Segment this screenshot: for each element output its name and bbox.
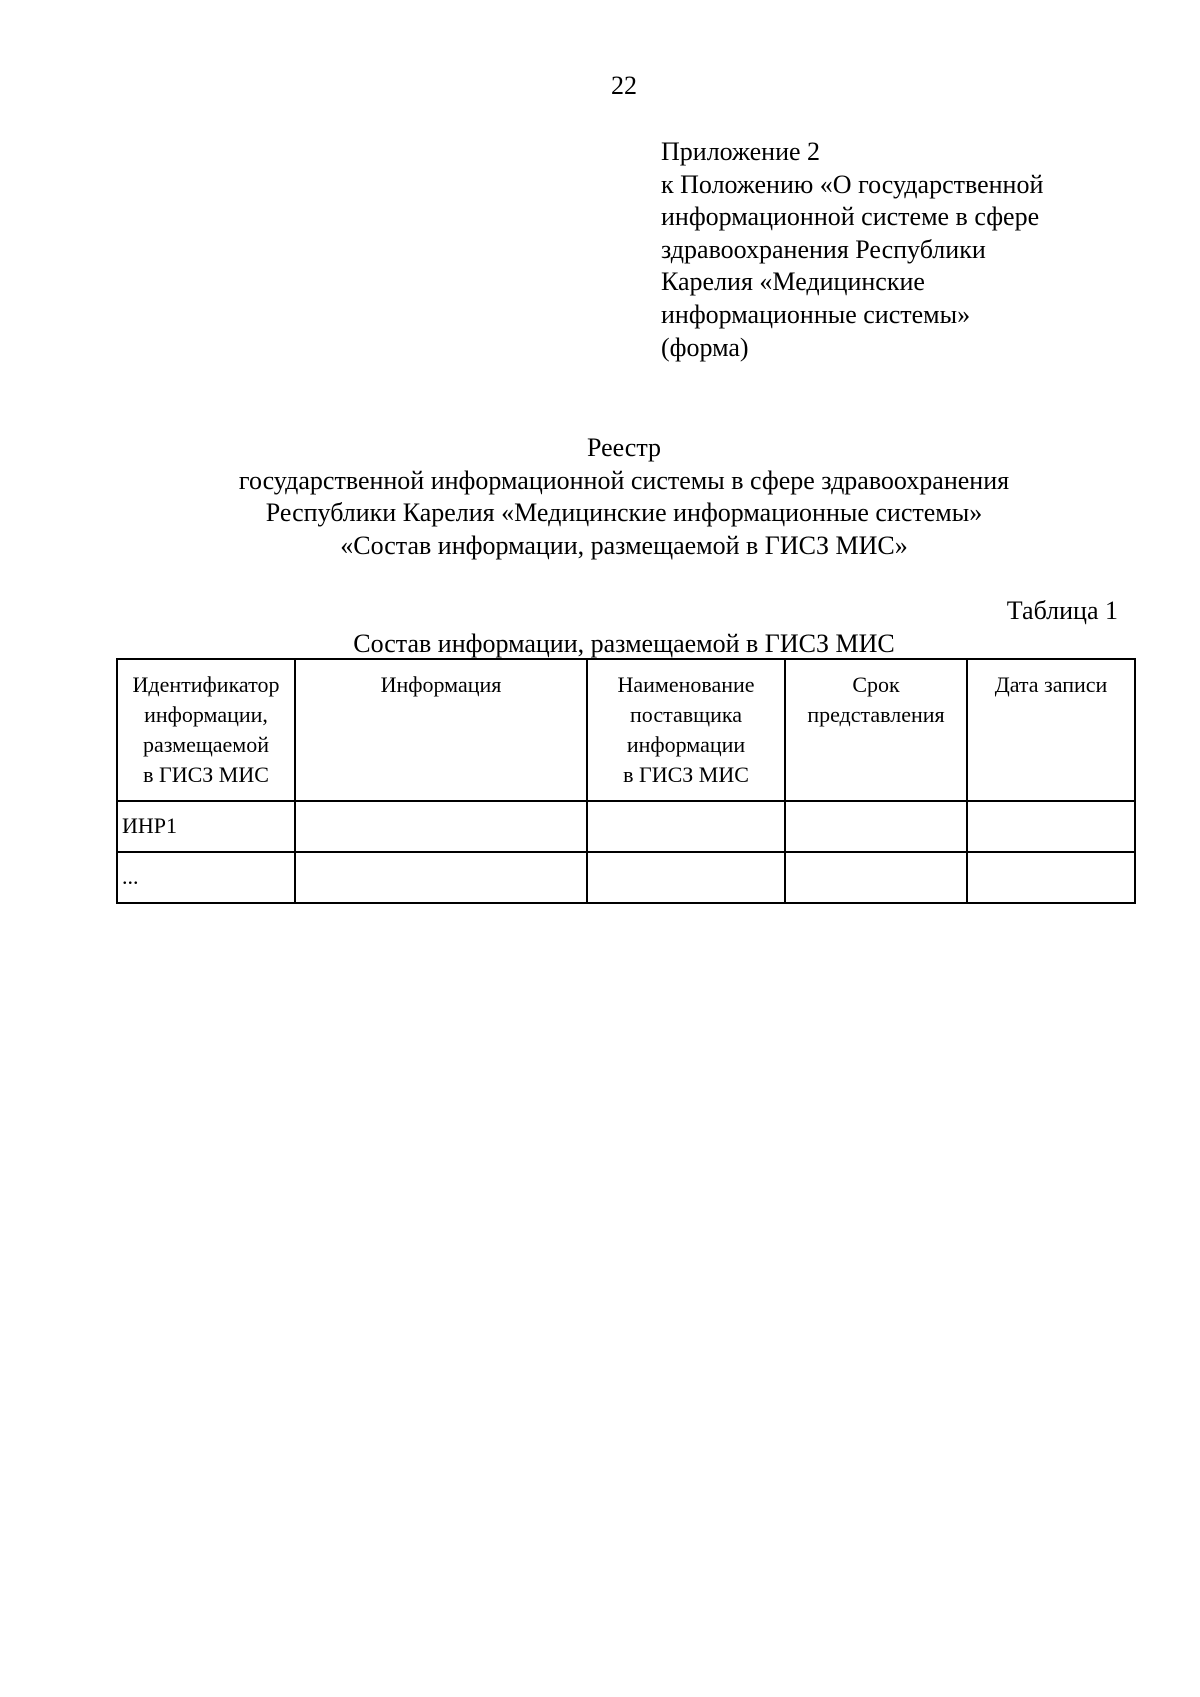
page-number: 22: [611, 71, 637, 100]
table-header-row: [117, 659, 1135, 801]
header-text: Срок: [852, 672, 900, 697]
registry-title-line: Республики Карелия «Медицинские информационные системы»: [265, 498, 983, 528]
annex-line: информационные системы»: [661, 299, 971, 329]
table-cell: [295, 801, 587, 852]
header-text: Идентификатор: [132, 672, 280, 697]
table-caption: Состав информации, размещаемой в ГИСЗ МИС: [353, 629, 895, 658]
annex-line: информационной системе в сфере: [661, 202, 1040, 232]
annex-line: Карелия «Медицинские: [661, 267, 925, 297]
header-text: в ГИСЗ МИС: [623, 762, 749, 787]
header-text: поставщика: [630, 702, 742, 727]
table-cell: [967, 852, 1135, 903]
registry-title: [0, 432, 1200, 563]
header-text: Наименование: [617, 672, 755, 697]
table-cell: [295, 852, 587, 903]
header-text: информации: [626, 732, 746, 757]
header-cell-provider: [587, 659, 785, 801]
header-text: размещаемой: [143, 732, 269, 757]
table-cell: [785, 801, 967, 852]
registry-title-line: «Состав информации, размещаемой в ГИСЗ МИС»: [340, 531, 908, 561]
header-cell-identifier: [117, 659, 295, 801]
registry-title-line: государственной информационной системы в сфере здравоохранения: [238, 465, 1010, 495]
annex-line: (форма): [661, 332, 749, 362]
table-cell: ИНР1: [117, 801, 295, 852]
table-label: Таблица 1: [1006, 596, 1118, 625]
annex-reference: [661, 136, 1181, 364]
register-table: [116, 658, 1136, 904]
header-cell-deadline: [785, 659, 967, 801]
table-cell: [967, 801, 1135, 852]
table-cell: [785, 852, 967, 903]
header-text: в ГИСЗ МИС: [143, 762, 269, 787]
header-text: представления: [807, 702, 945, 727]
header-cell-information: [295, 659, 587, 801]
table-cell: [587, 801, 785, 852]
header-cell-record-date: [967, 659, 1135, 801]
annex-line: Приложение 2: [661, 137, 821, 166]
annex-line: к Положению «О государственной: [661, 169, 1044, 199]
header-text: Дата записи: [994, 672, 1108, 697]
table-cell: [587, 852, 785, 903]
table-row: [117, 801, 1135, 852]
header-text: Информация: [380, 672, 502, 697]
header-text: информации,: [144, 702, 268, 727]
registry-title-line: Реестр: [586, 433, 662, 462]
annex-line: здравоохранения Республики: [661, 234, 986, 264]
table-cell: ...: [117, 852, 295, 903]
table-row: [117, 852, 1135, 903]
